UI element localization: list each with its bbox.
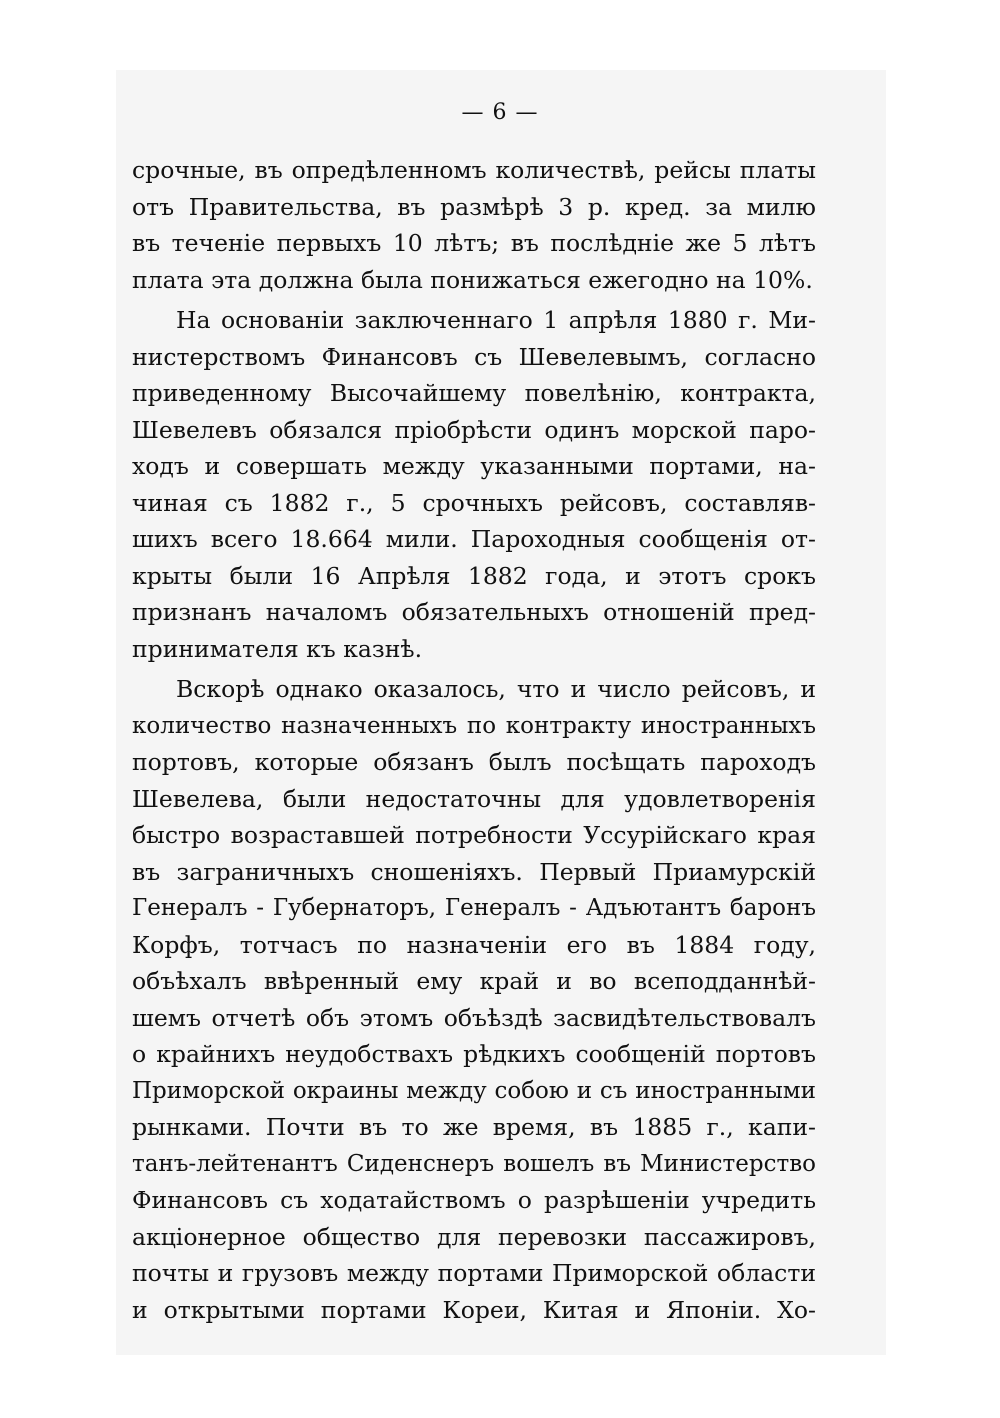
paragraph-2: [132, 302, 816, 667]
text-line: и открытыми портами Кореи, Китая и Японіи. Хо-: [132, 1295, 816, 1324]
text-line: акціонерное общество для перевозки пассажировъ,: [132, 1222, 816, 1251]
text-line: Финансовъ съ ходатайствомъ о разрѣшеніи учредить: [132, 1186, 816, 1214]
page-number: — 6 —: [461, 100, 539, 125]
text-line: Генералъ - Губернаторъ, Генералъ - Адъютантъ баронъ: [132, 895, 816, 921]
text-line: портовъ, которые обязанъ былъ посѣщать пароходъ: [132, 748, 816, 776]
paragraph-3: [132, 671, 816, 1328]
text-line: въ теченіе первыхъ 10 лѣтъ; въ послѣдніе же 5 лѣтъ: [132, 229, 816, 257]
text-line: объѣхалъ ввѣренный ему край и во всеподданнѣй-: [132, 967, 816, 995]
text-line: о крайнихъ неудобствахъ рѣдкихъ сообщеній портовъ: [132, 1040, 816, 1068]
text-line: Шевелева, были недостаточны для удовлетворенія: [132, 784, 816, 813]
paragraph-1: [132, 152, 816, 298]
text-line: приведенному Высочайшему повелѣнію, контракта,: [132, 379, 816, 407]
text-line: принимателя къ казнѣ.: [132, 634, 423, 663]
text-line: Приморской окраины между собою и съ иностранными: [132, 1077, 816, 1104]
body-text: [132, 152, 816, 1328]
text-line: крыты были 16 Апрѣля 1882 года, и этотъ срокъ: [132, 561, 816, 590]
text-line: ходъ и совершать между указанными портами, на-: [132, 452, 816, 480]
text-line: почты и грузовъ между портами Приморской области: [132, 1259, 816, 1287]
text-line: шихъ всего 18.664 мили. Пароходныя сообщенія от-: [132, 525, 816, 553]
text-line: срочные, въ опредѣленномъ количествѣ, рейсы платы: [132, 156, 816, 184]
text-line: быстро возраставшей потребности Уссурійскаго края: [132, 821, 816, 849]
text-line: въ заграничныхъ сношеніяхъ. Первый Приамурскій: [132, 857, 816, 886]
text-line: признанъ началомъ обязательныхъ отношеній пред-: [132, 598, 816, 626]
text-line: Корфъ, тотчасъ по назначеніи его въ 1884 году,: [132, 930, 816, 959]
text-line: нистерствомъ Финансовъ съ Шевелевымъ, согласно: [132, 342, 816, 371]
text-line: рынками. Почти въ то же время, въ 1885 г., капи-: [132, 1113, 816, 1141]
text-line: шемъ отчетѣ объ этомъ объѣздѣ засвидѣтельствовалъ: [132, 1003, 816, 1032]
text-line: количество назначенныхъ по контракту иностранныхъ: [132, 712, 816, 739]
text-line: отъ Правительства, въ размѣрѣ 3 р. кред. за милю: [132, 192, 816, 221]
text-line: плата эта должна была понижаться ежегодно на 10%.: [132, 265, 813, 294]
text-line: На основаніи заключеннаго 1 апрѣля 1880 г. Ми-: [176, 306, 816, 334]
text-line: танъ-лейтенантъ Сиденснеръ вошелъ въ Министерство: [132, 1150, 816, 1177]
text-line: Шевелевъ обязался пріобрѣсти одинъ морской паро-: [132, 415, 816, 444]
text-line: чиная съ 1882 г., 5 срочныхъ рейсовъ, составляв-: [132, 488, 816, 517]
text-line: Вскорѣ однако оказалось, что и число рейсовъ, и: [176, 675, 816, 703]
